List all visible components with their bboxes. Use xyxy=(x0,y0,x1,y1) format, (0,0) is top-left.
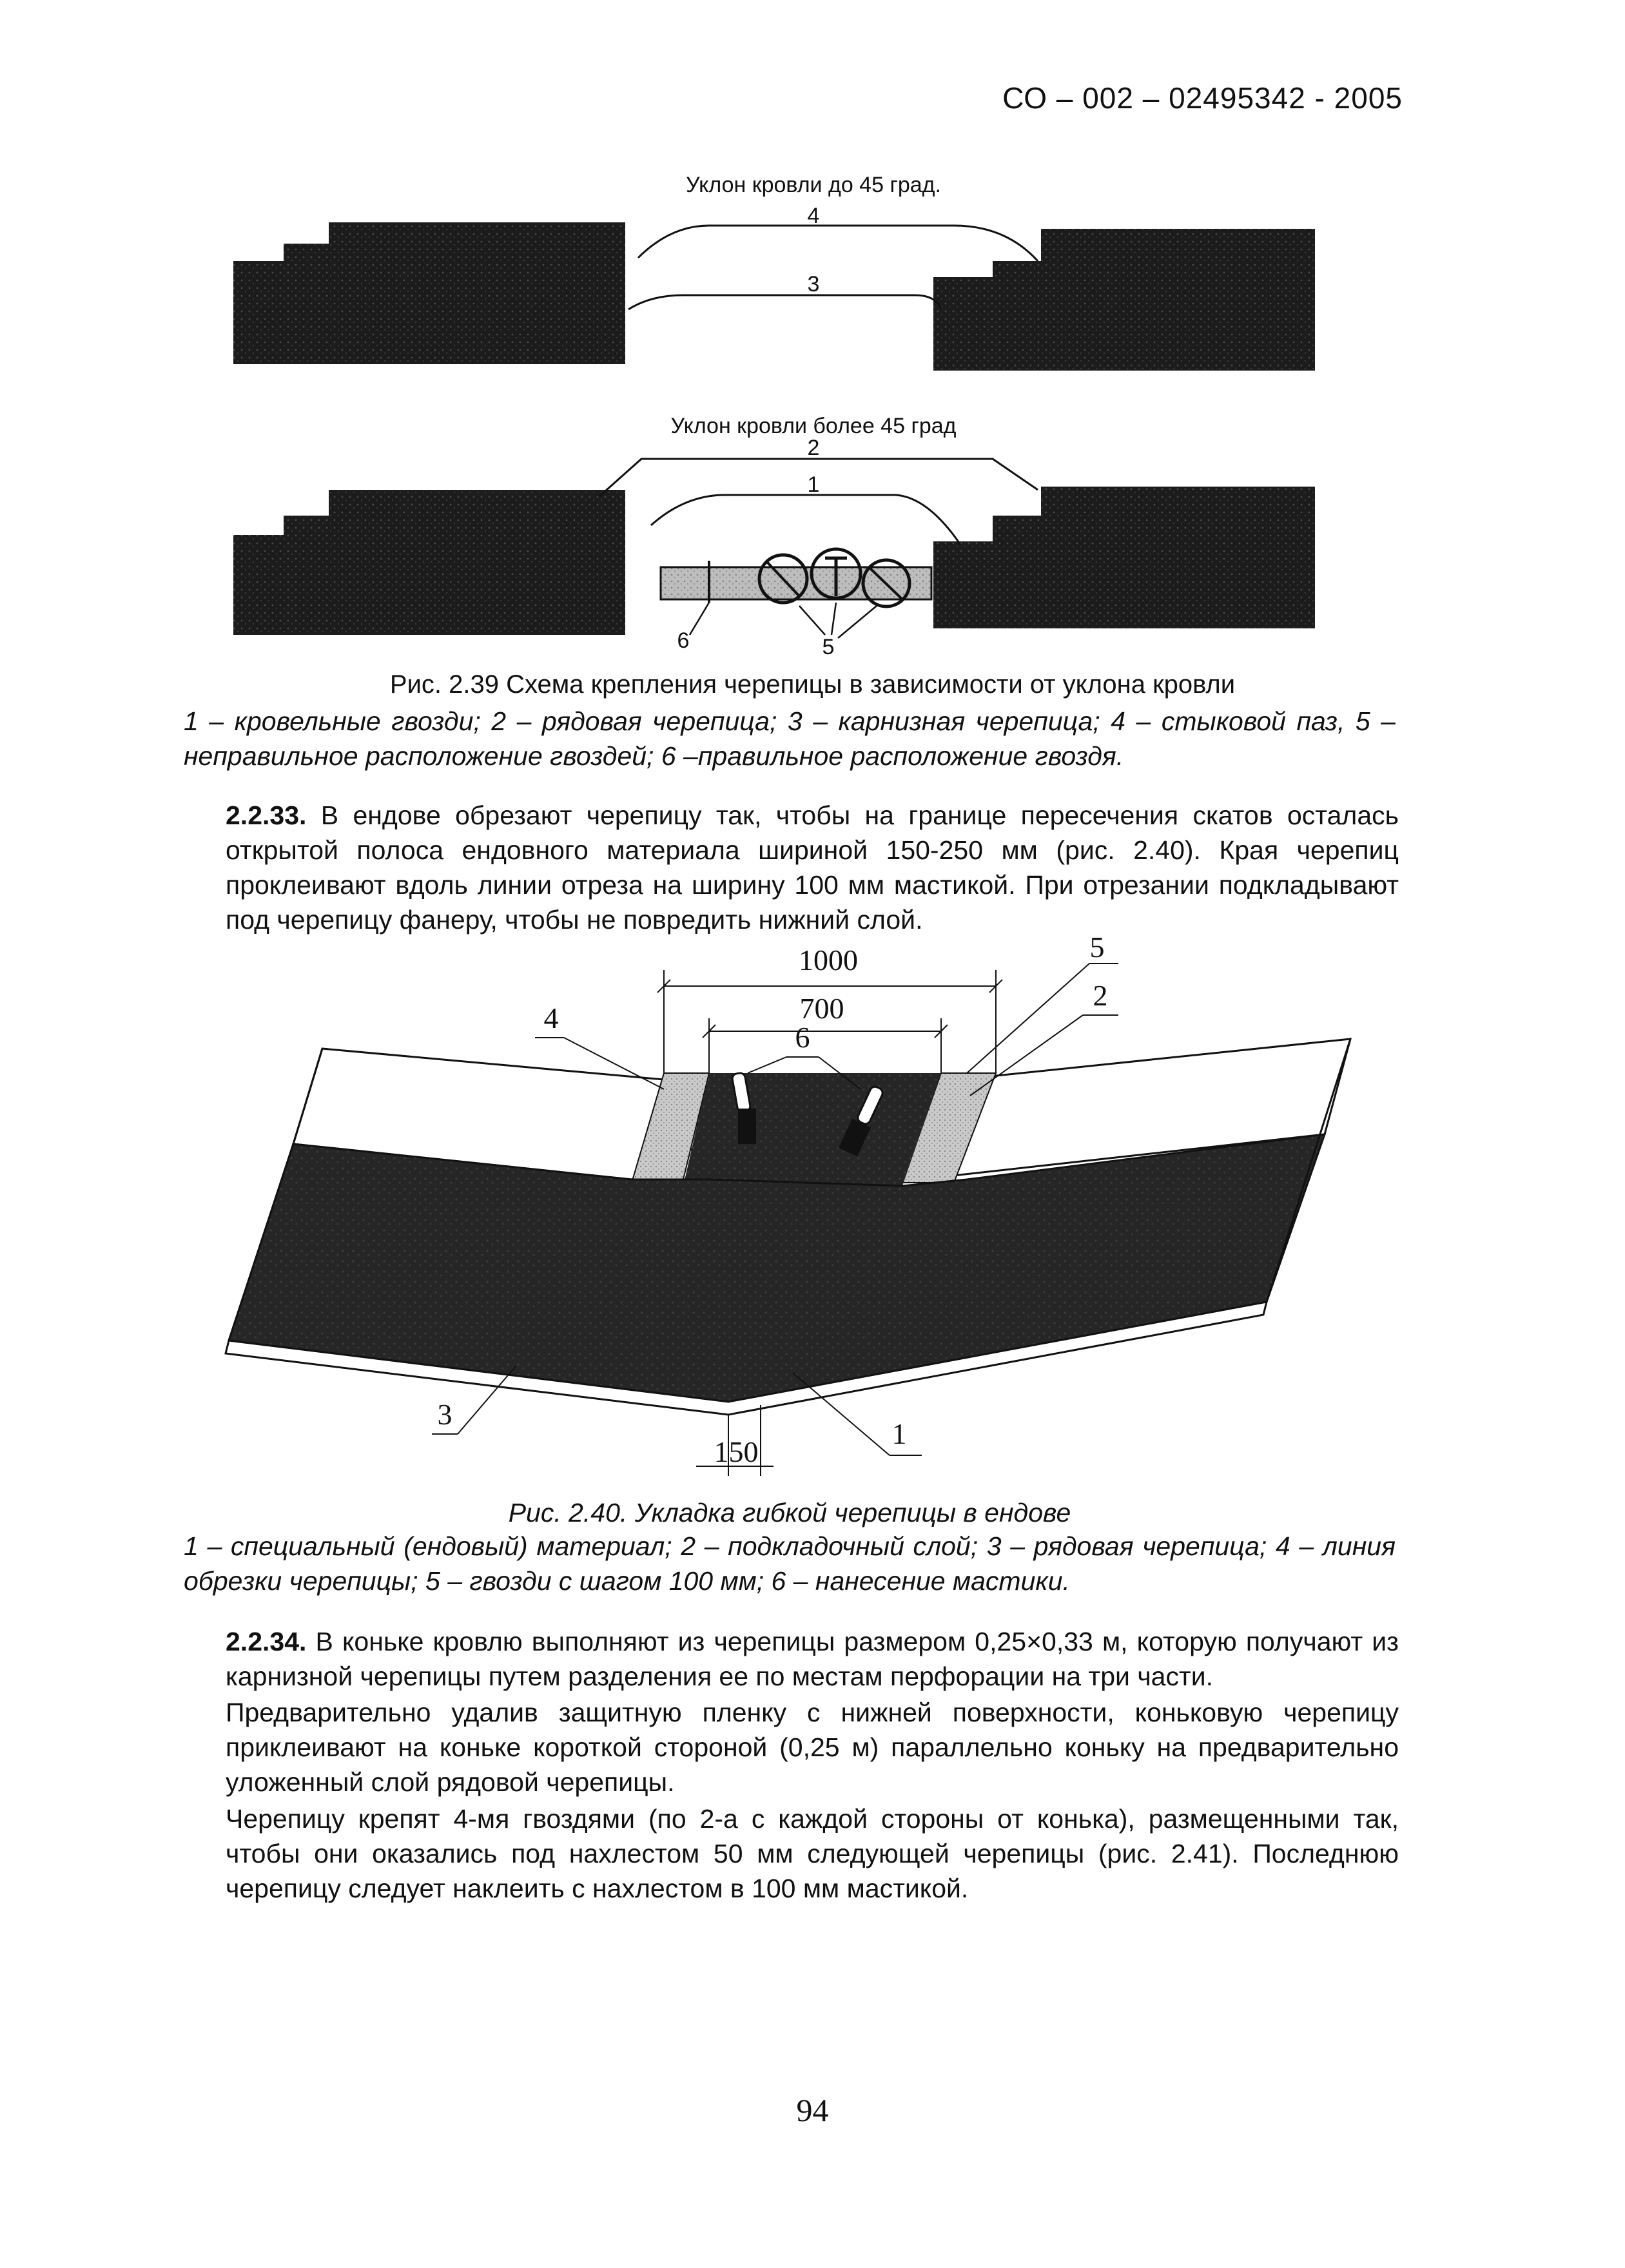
fig1-label-5: 5 xyxy=(822,635,835,657)
fig1-label-2: 2 xyxy=(807,436,820,460)
fig1-label-6: 6 xyxy=(677,628,690,653)
fig2-label-5: 5 xyxy=(1089,931,1105,964)
fig1-label-3: 3 xyxy=(807,272,820,296)
paragraph-2-2-34-p2: Предварительно удалив защитную пленку с нижней поверхности, коньковую черепицу приклеивают на коньке короткой стороной (0,25 м) параллельно коньку на предварительно уложенный слой рядовой черепицы. xyxy=(226,1698,1399,1798)
shingles-top-right xyxy=(933,229,1315,371)
leader-3 xyxy=(628,295,941,309)
fig1-bottom-title: Уклон кровли более 45 град xyxy=(670,414,957,438)
dim-700: 700 xyxy=(799,992,844,1025)
fig1-label-4: 4 xyxy=(807,204,820,228)
figure-2-40-legend: 1 – специальный (ендовый) материал; 2 – подкладочный слой; 3 – рядовая черепица; 4 – линия обрезки черепицы; 5 – гвозди с шагом 100 мм; 6 – нанесение мастики. xyxy=(184,1531,1396,1596)
paragraph-text: В коньке кровлю выполняют из черепицы размером 0,25×0,33 м, которую получают из карнизной черепицы путем разделения ее по местам перфорации на три части. xyxy=(226,1627,1399,1692)
valley-material xyxy=(683,1073,941,1186)
shingles-top-left xyxy=(233,222,625,364)
figure-2-39 xyxy=(0,0,1625,657)
fig2-label-3: 3 xyxy=(437,1398,452,1431)
fig2-label-6: 6 xyxy=(795,1021,810,1054)
paragraph-2-2-34-p3: Черепицу крепят 4-мя гвоздями (по 2-а с каждой стороны от конька), размещенными так, чтобы они оказались под нахлестом 50 мм следующей черепицы (рис. 2.41). Последнюю черепицу следует наклеить с нахлестом в 100 мм мастикой. xyxy=(226,1804,1399,1904)
paragraph-text: В ендове обрезают черепицу так, чтобы на границе пересечения скатов осталась открытой полоса ендовного материала шириной 150-250 мм (рис. 2.40). Края черепиц проклеивают вдоль линии отреза на ширину 100 мм мастикой. При отрезании подкладывают под черепицу фанеру, чтобы не повредить нижний слой. xyxy=(226,800,1399,935)
paragraph-2-2-34 xyxy=(226,1624,1399,1694)
fig2-label-2: 2 xyxy=(1093,979,1108,1012)
figure-2-39-title: Рис. 2.39 Схема крепления черепицы в зависимости от уклона кровли xyxy=(389,670,1236,699)
dim-150: 150 xyxy=(714,1435,759,1468)
page-number: 94 xyxy=(796,2092,829,2128)
paragraph-number: 2.2.33. xyxy=(226,800,307,830)
figure-2-40-title: Рис. 2.40. Укладка гибкой черепицы в ендове xyxy=(508,1498,1071,1527)
shingles-bottom-right xyxy=(933,487,1315,628)
shingles-bottom-left xyxy=(233,490,625,635)
fig2-label-4: 4 xyxy=(543,1002,559,1034)
paragraph-2-2-33 xyxy=(226,798,1399,937)
figure-2-39-legend: 1 – кровельные гвозди; 2 – рядовая черепица; 3 – карнизная черепица; 4 – стыковой паз, 5 – неправильное расположение гвоздей; 6 –правильное расположение гвоздя. xyxy=(184,706,1396,771)
nail-detail-diagram xyxy=(661,549,931,638)
document-code: СО – 002 – 02495342 - 2005 xyxy=(1002,81,1403,115)
paragraph-number: 2.2.34. xyxy=(226,1627,307,1656)
fig1-top-title: Уклон кровли до 45 град. xyxy=(686,173,941,197)
leader-4 xyxy=(638,226,1038,261)
fig1-label-1: 1 xyxy=(807,472,820,497)
dim-1000: 1000 xyxy=(799,944,858,976)
fig2-label-1: 1 xyxy=(891,1417,907,1450)
figure-2-40 xyxy=(0,928,1625,1495)
leader-1 xyxy=(651,495,960,545)
